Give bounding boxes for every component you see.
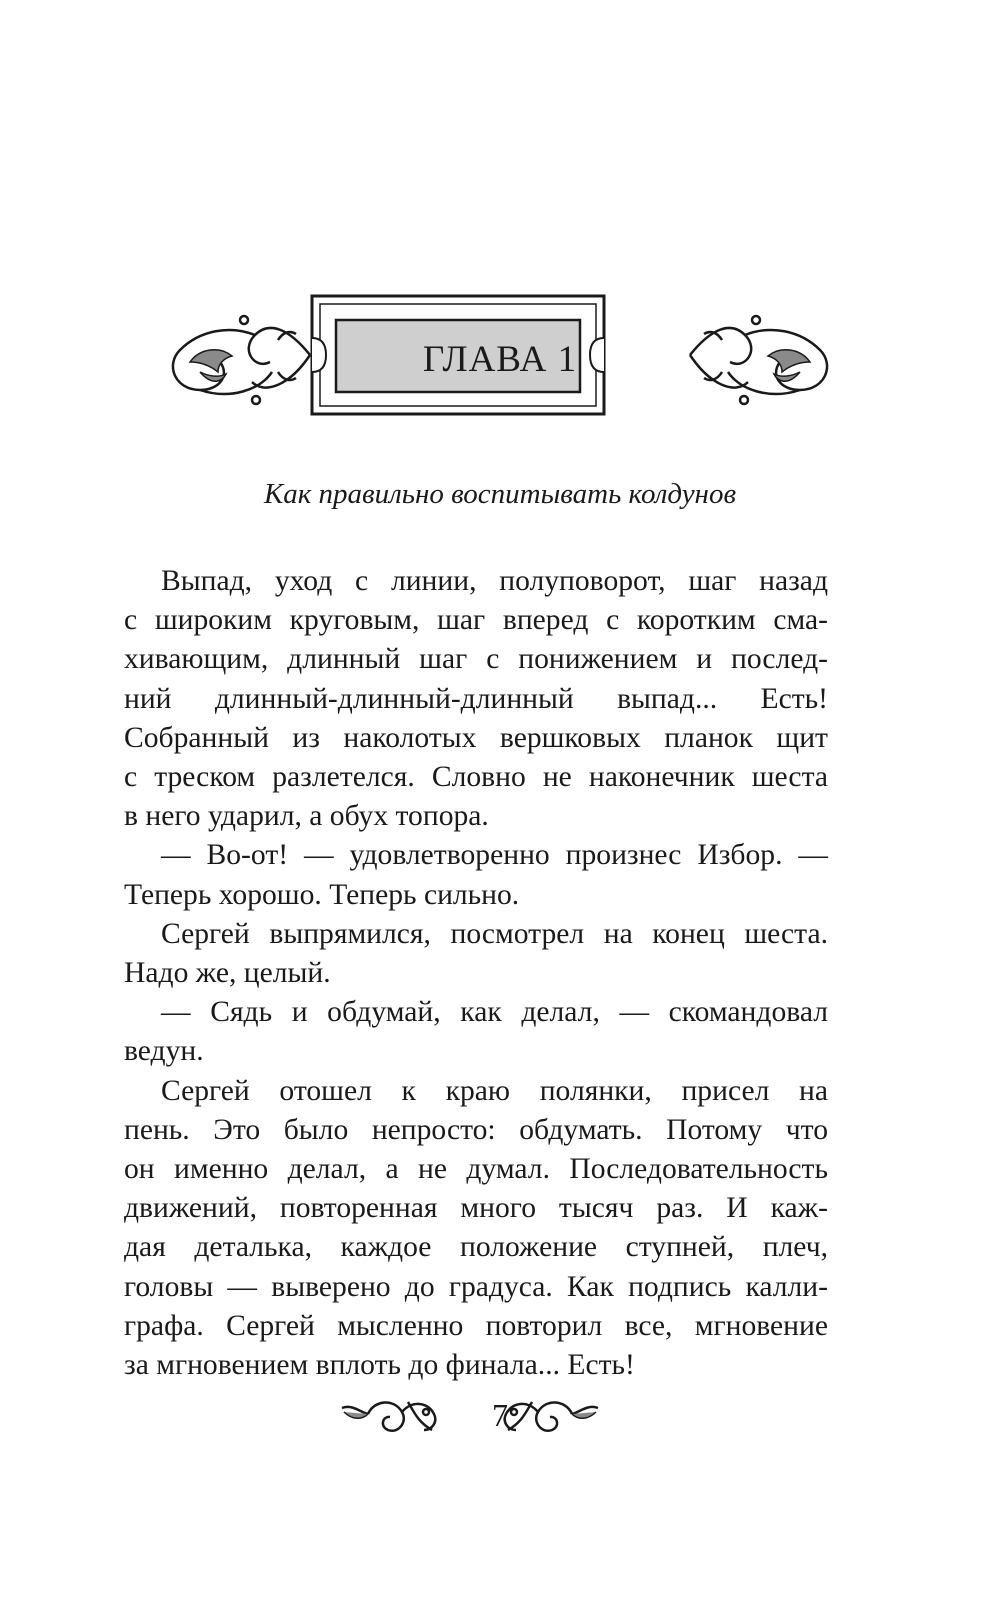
text-line: головы — выверено до градуса. Как подпись калли- xyxy=(124,1270,828,1303)
text-line: Сергей отошел к краю полянки, присел на xyxy=(161,1074,828,1107)
text-line: в него ударил, а обух топора. xyxy=(124,800,489,833)
chapter-title: ГЛАВА 1 xyxy=(422,339,578,380)
text-line: он именно делал, а не думал. Последовательность xyxy=(124,1153,828,1186)
text-line: дая деталька, каждое положение ступней, плеч, xyxy=(124,1231,828,1264)
text-line: графа. Сергей мысленно повторил все, мгновение xyxy=(124,1309,828,1342)
text-line: Надо же, целый. xyxy=(124,957,331,990)
text-line: за мгновением вплоть до финала... Есть! xyxy=(124,1349,635,1382)
right-flourish-icon xyxy=(492,1390,602,1440)
text-line: движений, повторенная много тысяч раз. И каж- xyxy=(124,1192,828,1225)
text-line: хивающим, длинный шаг с понижением и послед- xyxy=(124,643,828,676)
body-text xyxy=(124,562,828,1385)
text-line: Выпад, уход с линии, полуповорот, шаг назад xyxy=(161,565,828,597)
text-line: Сергей выпрямился, посмотрел на конец шеста. xyxy=(161,917,828,950)
chapter-subtitle: Как правильно воспитывать колдунов xyxy=(263,478,737,510)
text-line: пень. Это было непросто: обдумать. Потому что xyxy=(124,1113,828,1146)
text-line: — Сядь и обдумай, как делал, — скомандовал xyxy=(161,996,828,1029)
text-line: Теперь хорошо. Теперь сильно. xyxy=(124,878,520,911)
text-line: — Во-от! — удовлетворенно произнес Избор. — xyxy=(161,839,828,872)
chapter-header xyxy=(160,290,840,430)
text-line: ний длинный-длинный-длинный выпад... Есть! xyxy=(124,682,828,715)
left-flourish-icon xyxy=(338,1390,448,1440)
page-number: 7 xyxy=(492,1397,508,1433)
text-line: с широким круговым, шаг вперед с коротким сма- xyxy=(124,604,828,637)
text-line: ведун. xyxy=(124,1035,204,1068)
text-line: с треском разлетелся. Словно не наконечник шеста xyxy=(124,761,828,794)
text-line: Собранный из наколотых вершковых планок щит xyxy=(124,721,828,754)
page-footer xyxy=(0,1390,1000,1440)
